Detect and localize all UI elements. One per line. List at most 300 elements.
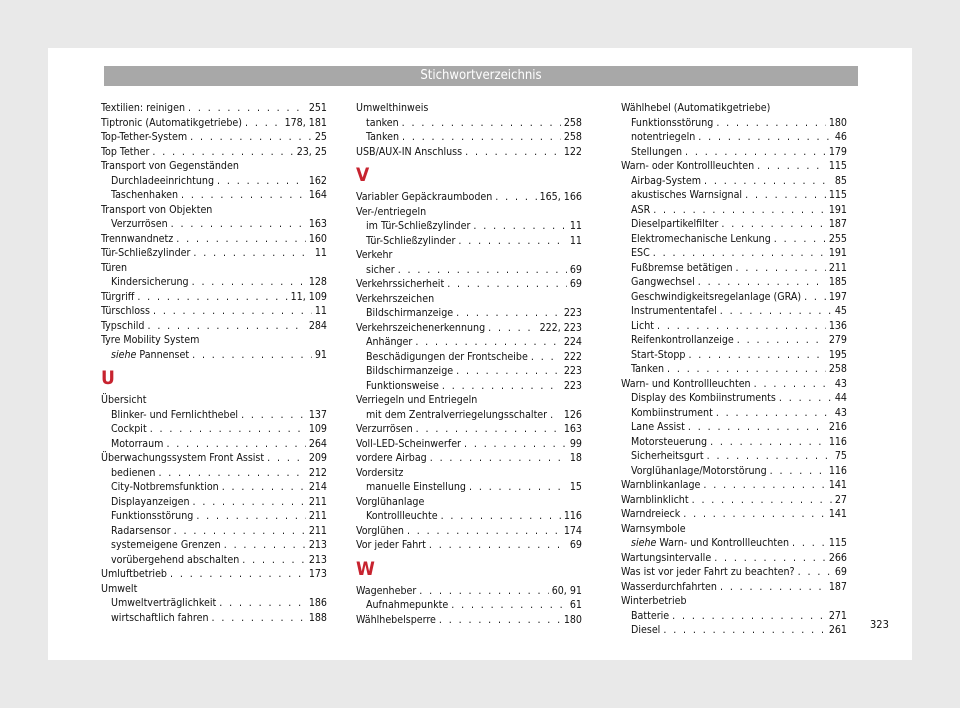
entry-term [101, 290, 134, 305]
entry-page-ref: 136 [828, 319, 847, 332]
index-entry [356, 321, 582, 336]
entry-term-text: Wählhebelsperre [356, 613, 436, 626]
index-subentry [356, 219, 582, 234]
entry-page-ref: 187 [828, 218, 847, 230]
entry-term [356, 190, 492, 205]
entry-page-ref: 116 [828, 435, 847, 448]
entry-term-text: Türschloss [101, 305, 150, 317]
entry-page-ref: 115 [828, 160, 847, 172]
entry-page-ref: 43 [834, 406, 847, 419]
dot-leader [158, 466, 305, 481]
entry-term [621, 493, 689, 508]
dot-leader [720, 580, 826, 595]
entry-page-ref: 223 [563, 379, 582, 392]
entry-term-text: Elektromechanische Lenkung [631, 232, 771, 245]
entry-page-ref: 163 [308, 218, 327, 230]
entry-term [621, 159, 754, 174]
entry-term-text: Warn- und Kontrollleuchten [621, 377, 751, 390]
entry-term-text: Blinker- und Fernlichthebel [111, 408, 239, 421]
entry-term [111, 509, 193, 524]
entry-term [111, 422, 147, 437]
entry-term-text: Beschädigungen der Frontscheibe [366, 350, 528, 363]
index-entry [356, 524, 582, 539]
entry-page-ref: 266 [828, 551, 847, 564]
entry-page-ref: 162 [308, 174, 327, 187]
entry-term-text: Instrumententafel [631, 305, 717, 317]
entry-page-ref: 214 [308, 481, 327, 493]
entry-term-text: Fußbremse betätigen [631, 261, 733, 274]
dot-leader [754, 377, 832, 392]
entry-page-ref: 69 [569, 539, 582, 551]
entry-page-ref: 279 [828, 334, 847, 346]
entry-term-text: Funktionsweise [366, 379, 439, 392]
entry-term [631, 232, 771, 247]
dot-leader [663, 623, 825, 638]
entry-term [621, 478, 700, 493]
entry-page-ref: 163 [563, 423, 582, 435]
dot-leader [192, 275, 306, 290]
entry-term [111, 174, 214, 189]
entry-term [366, 234, 455, 249]
dot-leader [137, 290, 287, 305]
index-entry [101, 451, 327, 466]
entry-term [111, 596, 216, 611]
index-column-2 [356, 101, 582, 627]
index-subentry [621, 246, 847, 261]
entry-term-text: USB/AUX-IN Anschluss [356, 145, 463, 158]
entry-page-ref: 258 [828, 363, 847, 375]
entry-term [356, 321, 485, 336]
index-subentry [621, 290, 847, 305]
entry-term [631, 261, 733, 276]
entry-term-text: Tiptronic (Automatikgetriebe) [101, 116, 242, 129]
dot-leader [419, 584, 548, 599]
entry-page-ref: 126 [563, 408, 582, 421]
dot-leader [447, 277, 567, 292]
entry-page-ref: 197 [828, 290, 847, 303]
entry-term-text: Voll-LED-Scheinwerfer [356, 437, 461, 450]
entry-term-text: Funktionsstörung [631, 116, 714, 129]
entry-term [631, 406, 713, 421]
dot-leader [720, 304, 832, 319]
index-section-letter: V [356, 164, 370, 186]
entry-page-ref: 185 [828, 276, 847, 288]
entry-page-ref: 284 [308, 319, 327, 332]
entry-term-text: Display des Kombiinstruments [631, 392, 776, 404]
entry-term [101, 130, 187, 145]
dot-leader [458, 234, 566, 249]
index-subentry [356, 130, 582, 145]
index-entry [621, 580, 847, 595]
entry-page-ref: 186 [308, 597, 327, 609]
dot-leader [188, 101, 306, 116]
dot-leader [441, 509, 561, 524]
index-entry [356, 538, 582, 553]
entry-term-text: Wartungsintervalle [621, 551, 712, 564]
index-heading: Verkehr [356, 249, 393, 261]
entry-term [631, 130, 695, 145]
index-entry [621, 493, 847, 508]
dot-leader [166, 437, 305, 452]
index-subentry [621, 275, 847, 290]
index-column-1 [101, 101, 327, 625]
index-subentry [621, 435, 847, 450]
index-subentry [621, 464, 847, 479]
entry-term [111, 480, 219, 495]
document-page [48, 48, 912, 660]
entry-term [366, 306, 453, 321]
dot-leader [402, 130, 561, 145]
entry-page-ref: 18 [569, 452, 582, 464]
entry-page-ref: 46 [834, 131, 847, 143]
dot-leader [196, 509, 306, 524]
see-reference: siehe [631, 537, 657, 549]
index-subentry [356, 335, 582, 350]
entry-term-text: Sicherheitsgurt [631, 450, 704, 462]
dot-leader [176, 232, 306, 247]
entry-page-ref: 255 [828, 232, 847, 245]
dot-leader [429, 538, 567, 553]
dot-leader [242, 553, 306, 568]
entry-term [101, 101, 185, 116]
dot-leader [531, 350, 561, 365]
dot-leader [737, 333, 826, 348]
index-subentry [356, 364, 582, 379]
entry-term [631, 304, 717, 319]
entry-term [111, 611, 209, 626]
entry-term-text: bedienen [111, 466, 156, 479]
entry-term [366, 598, 448, 613]
page-header: Stichwortverzeichnis [104, 66, 858, 86]
dot-leader [714, 551, 826, 566]
entry-term [631, 319, 654, 334]
dot-leader [488, 321, 536, 336]
dot-leader [241, 408, 306, 423]
index-subentry [621, 406, 847, 421]
entry-term-text: Verkehrssicherheit [356, 278, 445, 290]
index-entry [356, 451, 582, 466]
dot-leader [402, 116, 561, 131]
index-entry [101, 304, 327, 319]
entry-page-ref: 209 [308, 452, 327, 464]
entry-page-ref: 85 [834, 174, 847, 187]
entry-term-text: vorübergehend abschalten [111, 553, 240, 566]
dot-leader [703, 478, 825, 493]
entry-term-text: Reifenkontrollanzeige [631, 334, 734, 346]
entry-page-ref: 187 [828, 580, 847, 593]
index-subentry [356, 598, 582, 613]
entry-term [356, 422, 413, 437]
entry-term [631, 290, 801, 305]
entry-term-text: Trennwandnetz [101, 232, 174, 245]
dot-leader [224, 538, 306, 553]
entry-term-text: Tür-Schließzylinder [101, 247, 191, 259]
entry-term [111, 437, 163, 452]
index-subentry [101, 348, 327, 363]
index-entry [621, 478, 847, 493]
index-subentry [621, 449, 847, 464]
entry-page-ref: 211 [308, 510, 327, 522]
entry-term [366, 350, 528, 365]
entry-page-ref: 191 [828, 203, 847, 216]
dot-leader [171, 217, 306, 232]
entry-term-text: Textilien: reinigen [101, 102, 186, 114]
entry-term [366, 219, 470, 234]
entry-page-ref: 109 [308, 423, 327, 435]
dot-leader [193, 246, 311, 261]
entry-term-text: akustisches Warnsignal [631, 189, 743, 201]
index-heading: Verriegeln und Entriegeln [356, 394, 478, 406]
index-heading: Übersicht [101, 394, 147, 406]
page-number: 323 [870, 618, 889, 631]
entry-term [366, 130, 399, 145]
entry-term [621, 565, 795, 580]
index-entry [101, 101, 327, 116]
entry-term-text: Türgriff [101, 290, 135, 303]
entry-page-ref: 261 [828, 624, 847, 636]
index-entry [356, 437, 582, 452]
entry-term [631, 391, 776, 406]
entry-term-text: ASR [631, 203, 651, 216]
entry-term-text: Umweltverträglichkeit [111, 597, 217, 609]
entry-term [111, 538, 221, 553]
entry-term-text: Wasserdurchfahrten [621, 580, 717, 593]
entry-term-text: Aufnahmepunkte [366, 599, 449, 611]
index-heading: Ver-/entriegeln [356, 205, 427, 218]
index-entry [101, 130, 327, 145]
entry-term [631, 333, 734, 348]
entry-term [111, 524, 171, 539]
index-heading: Winterbetrieb [621, 595, 687, 607]
entry-term [366, 480, 466, 495]
entry-term [631, 420, 685, 435]
entry-term-text: Cockpit [111, 423, 147, 435]
dot-leader [653, 203, 826, 218]
entry-page-ref: 271 [828, 609, 847, 622]
entry-term [111, 408, 238, 423]
entry-term-text: Bildschirmanzeige [366, 365, 454, 377]
index-subentry [621, 319, 847, 334]
entry-term [101, 232, 173, 247]
entry-term [621, 551, 711, 566]
entry-page-ref: 251 [308, 102, 327, 114]
entry-page-ref: 11, 109 [290, 290, 327, 303]
dot-leader [721, 217, 825, 232]
entry-page-ref: 128 [308, 276, 327, 288]
index-subentry [621, 348, 847, 363]
entry-term [111, 188, 178, 203]
entry-term [111, 553, 239, 568]
dot-leader [464, 437, 567, 452]
entry-term-text: Überwachungssystem Front Assist [101, 452, 265, 464]
entry-term-text: Kindersicherung [111, 276, 189, 288]
entry-term-text: Tanken [631, 363, 664, 375]
entry-term-text: Airbag-System [631, 174, 702, 187]
index-subentry [621, 145, 847, 160]
dot-leader [774, 232, 826, 247]
dot-leader [430, 451, 567, 466]
entry-term [366, 379, 439, 394]
entry-term [111, 495, 190, 510]
index-heading: Transport von Gegenständen [101, 160, 239, 172]
entry-term-text: Dieselpartikelfilter [631, 218, 719, 230]
entry-term [621, 580, 717, 595]
entry-page-ref: 43 [834, 377, 847, 390]
entry-term-text: Geschwindigkeitsregelanlage (GRA) [631, 290, 802, 303]
index-subentry [101, 524, 327, 539]
entry-page-ref: 11 [569, 220, 582, 232]
entry-page-ref: 99 [569, 437, 582, 450]
index-subentry [621, 304, 847, 319]
index-entry [101, 116, 327, 131]
entry-page-ref: 173 [308, 568, 327, 580]
entry-term-text: Anhänger [366, 336, 413, 348]
entry-term [631, 188, 742, 203]
index-subentry [356, 306, 582, 321]
dot-leader [219, 596, 306, 611]
entry-term [356, 613, 436, 628]
dot-leader [667, 362, 826, 377]
entry-term-text: City-Notbremsfunktion [111, 481, 219, 493]
dot-leader [451, 598, 567, 613]
index-subentry [621, 203, 847, 218]
entry-term [101, 246, 190, 261]
index-heading: Umwelthinweis [356, 102, 429, 114]
entry-term-text: Stellungen [631, 145, 682, 158]
entry-page-ref: 61 [569, 599, 582, 611]
dot-leader [672, 609, 826, 624]
index-subentry [101, 611, 327, 626]
entry-term [356, 277, 444, 292]
dot-leader [147, 319, 305, 334]
dot-leader [688, 420, 826, 435]
index-subentry [621, 116, 847, 131]
index-subentry [356, 480, 582, 495]
index-entry [621, 159, 847, 174]
entry-page-ref: 216 [828, 421, 847, 433]
dot-leader [716, 116, 826, 131]
entry-page-ref: 25 [314, 131, 327, 143]
dot-leader [716, 406, 832, 421]
dot-leader [192, 348, 312, 363]
entry-page-ref: 258 [563, 116, 582, 129]
entry-term [356, 451, 427, 466]
entry-term-text: Kombiinstrument [631, 406, 713, 419]
dot-leader [792, 536, 826, 551]
dot-leader [469, 480, 567, 495]
entry-page-ref: 222 [563, 350, 582, 363]
index-subentry [621, 391, 847, 406]
entry-page-ref: 116 [563, 510, 582, 522]
entry-page-ref: 223 [563, 307, 582, 319]
dot-leader [685, 145, 826, 160]
entry-page-ref: 115 [828, 189, 847, 201]
dot-leader [212, 611, 306, 626]
index-column-3 [621, 101, 847, 638]
dot-leader [710, 435, 826, 450]
entry-term-text: Warnblinkanlage [621, 479, 701, 491]
index-subentry [101, 495, 327, 510]
index-subentry [101, 466, 327, 481]
entry-term [631, 536, 789, 551]
index-entry [356, 145, 582, 160]
entry-page-ref: 69 [834, 566, 847, 578]
dot-leader [465, 145, 561, 160]
index-subentry [621, 174, 847, 189]
entry-page-ref: 75 [834, 450, 847, 462]
entry-term [631, 362, 664, 377]
entry-term-text: tanken [366, 116, 399, 129]
entry-term [111, 275, 189, 290]
entry-page-ref: 44 [834, 392, 847, 404]
index-entry [621, 377, 847, 392]
index-heading: Vorglühanlage [356, 495, 425, 508]
entry-term-text: Typschild [101, 319, 145, 332]
dot-leader [473, 219, 567, 234]
index-subentry [356, 408, 582, 423]
dot-leader [456, 306, 561, 321]
entry-term [101, 304, 150, 319]
index-entry [356, 190, 582, 205]
index-heading: Vordersitz [356, 466, 404, 479]
entry-term-text: Vorglühen [356, 524, 404, 537]
index-subentry [101, 437, 327, 452]
entry-page-ref: 11 [314, 305, 327, 317]
entry-term [631, 174, 701, 189]
entry-term [631, 116, 713, 131]
entry-term-text: Kontrollleuchte [366, 510, 438, 522]
dot-leader [193, 495, 306, 510]
entry-term-text: Top Tether [101, 145, 150, 158]
entry-term-text: systemeigene Grenzen [111, 539, 221, 551]
index-entry [101, 319, 327, 334]
entry-term [366, 408, 547, 423]
entry-page-ref: 69 [569, 263, 582, 276]
entry-term-text: Warn- und Kontrollleuchten [659, 537, 790, 549]
entry-term-text: manuelle Einstellung [366, 481, 466, 493]
dot-leader [150, 422, 306, 437]
entry-term-text: Wagenheber [356, 584, 417, 597]
index-subentry [621, 609, 847, 624]
dot-leader [152, 145, 293, 160]
entry-page-ref: 211 [828, 261, 847, 274]
dot-leader [222, 480, 306, 495]
entry-page-ref: 115 [828, 537, 847, 549]
entry-term [101, 451, 264, 466]
entry-term-text: Bildschirmanzeige [366, 307, 454, 319]
entry-term [631, 275, 695, 290]
entry-term-text: Gangwechsel [631, 276, 695, 288]
entry-term-text: Warndreieck [621, 508, 681, 520]
entry-term [356, 538, 426, 553]
dot-leader [698, 130, 832, 145]
index-subentry [101, 553, 327, 568]
entry-term-text: notentriegeln [631, 131, 696, 143]
entry-term-text: im Tür-Schließzylinder [366, 220, 471, 232]
entry-term-text: Start-Stopp [631, 348, 686, 361]
entry-page-ref: 264 [308, 437, 327, 450]
index-subentry [621, 130, 847, 145]
entry-term-text: Warn- oder Kontrollleuchten [621, 160, 755, 172]
entry-term [621, 507, 680, 522]
entry-term [631, 623, 660, 638]
dot-leader [181, 188, 306, 203]
dot-leader [153, 304, 312, 319]
index-section-letter: U [101, 367, 115, 389]
entry-term [356, 524, 404, 539]
index-heading: Warnsymbole [621, 522, 686, 535]
entry-page-ref: 195 [828, 348, 847, 361]
